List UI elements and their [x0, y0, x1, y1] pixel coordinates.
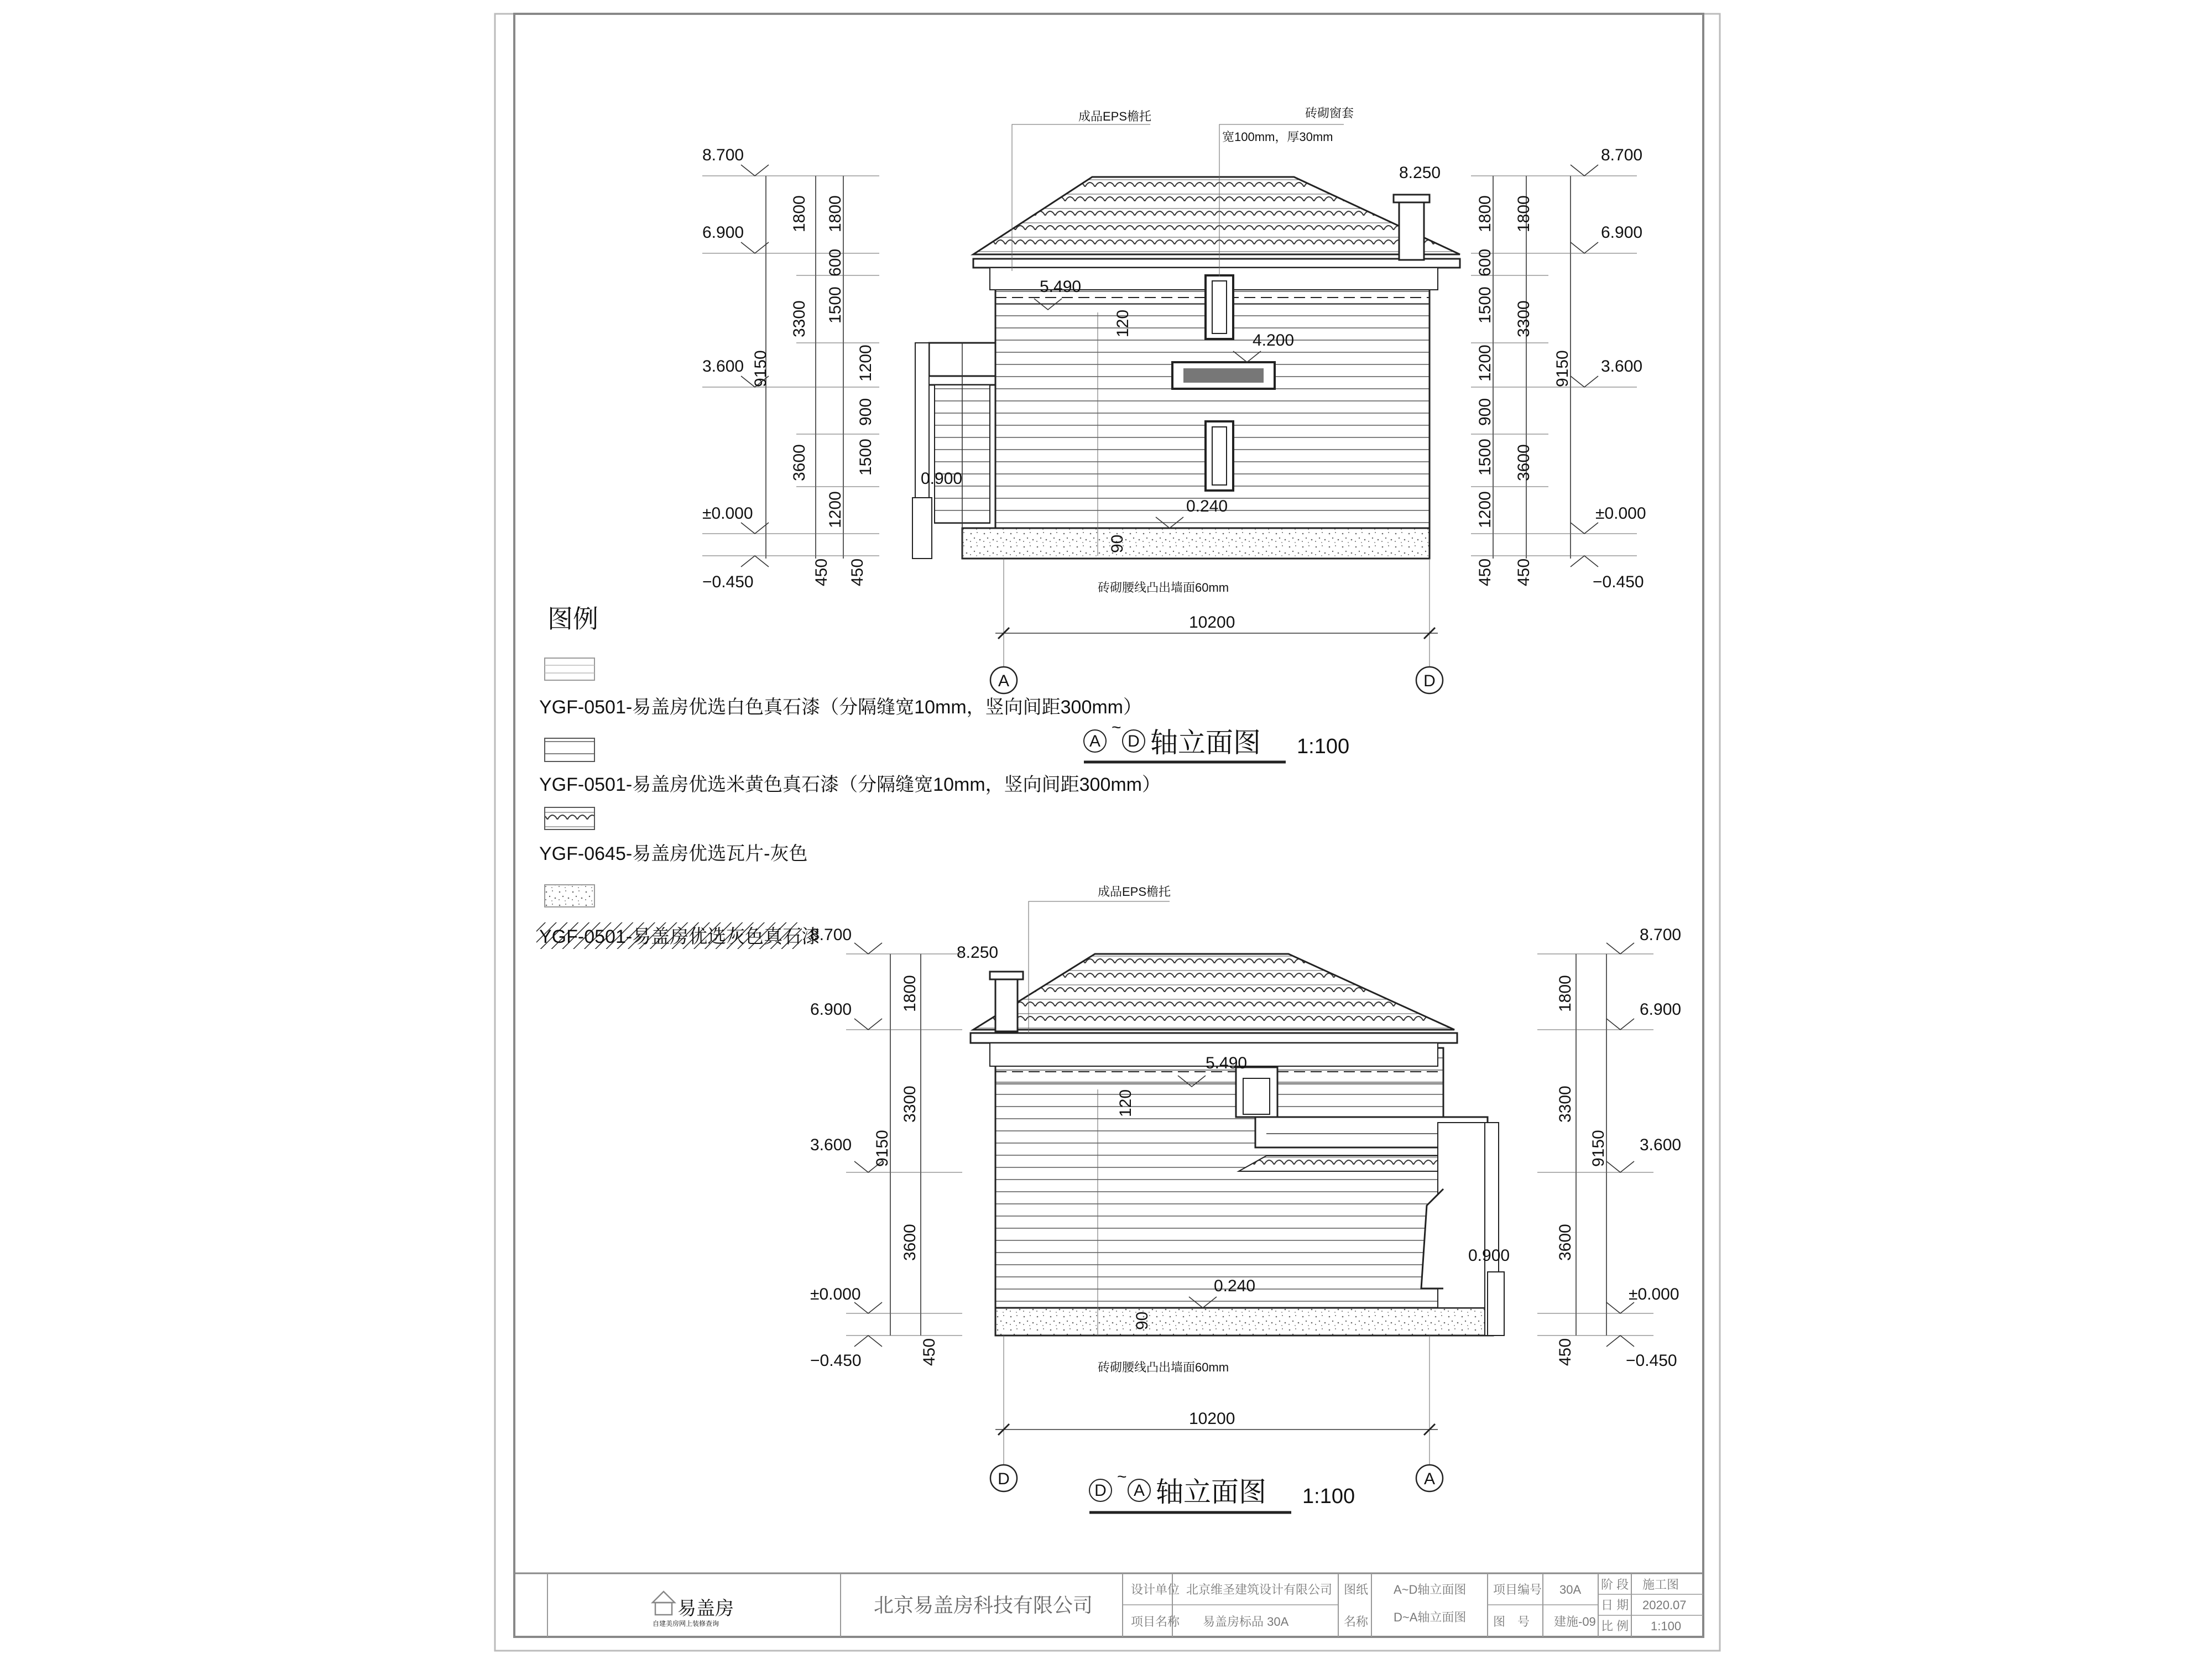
- level-left-b-3600: 3.600: [810, 1136, 852, 1154]
- dim-left-1800: 1800: [790, 195, 808, 232]
- levels-right: [1471, 146, 1646, 591]
- note-eps-bracket-b: 成品EPS檐托: [1098, 885, 1171, 899]
- dim-inner-1800: 1800: [826, 195, 844, 232]
- dim-right-9150: 9150: [1553, 350, 1572, 387]
- band-height-label: 120: [1114, 309, 1132, 337]
- project-name: 易盖房标品 30A: [1203, 1615, 1289, 1629]
- mark-window: 4.200: [1253, 331, 1295, 349]
- levels-right-b: [1537, 926, 1681, 1370]
- dim-right-b-3300: 3300: [1556, 1086, 1574, 1123]
- mark-base: 0.240: [1186, 497, 1228, 515]
- level-right-b-6900: 6.900: [1640, 1000, 1682, 1019]
- band-height-label-b: 120: [1117, 1089, 1135, 1117]
- title-axis-2: D: [1128, 732, 1140, 750]
- dim-left-b-3600: 3600: [901, 1224, 919, 1261]
- mark-cornice-b: 5.490: [1206, 1054, 1248, 1072]
- wall-body-b: [995, 1048, 1443, 1308]
- dim-right-3300: 3300: [1515, 300, 1533, 337]
- note-eps-bracket: 成品EPS檐托: [1078, 109, 1152, 123]
- design-unit: 北京维圣建筑设计有限公司: [1186, 1583, 1333, 1597]
- scale-d-a: 1:100: [1302, 1485, 1355, 1508]
- roof: [973, 177, 1460, 254]
- level-left-b-6900: 6.900: [810, 1000, 852, 1019]
- dim-left-9150: 9150: [752, 350, 770, 387]
- dim-inner-600: 600: [826, 248, 844, 276]
- overall-width-label-b: 10200: [1189, 1410, 1235, 1428]
- mark-chimney-b: 8.250: [957, 943, 999, 962]
- stage: 施工图: [1642, 1578, 1679, 1592]
- overall-width-label: 10200: [1189, 613, 1235, 632]
- dim-left-3600: 3600: [790, 444, 808, 481]
- dim-inner-1500: 1500: [826, 286, 844, 324]
- title-block: [514, 1573, 1703, 1637]
- sheet-label: 图 号: [1493, 1615, 1530, 1629]
- level-right-8700: 8.700: [1601, 146, 1643, 164]
- level-left-8700: 8.700: [702, 146, 744, 164]
- window-lower: [1206, 421, 1233, 491]
- project-no: 30A: [1559, 1583, 1582, 1597]
- dim-right-b-3600: 3600: [1556, 1224, 1574, 1261]
- dim-right-b-9150: 9150: [1589, 1130, 1608, 1167]
- title-a-d: [1084, 718, 1349, 762]
- dim-r-inner-1800: 1800: [1476, 195, 1494, 232]
- design-unit-label: 设计单位: [1131, 1583, 1180, 1597]
- dim-left-3300: 3300: [790, 300, 808, 337]
- roof-b: [973, 954, 1454, 1030]
- dim-right-1800: 1800: [1515, 195, 1533, 232]
- date: 2020.07: [1642, 1598, 1687, 1612]
- dim-r-inner-1200: 1200: [1476, 345, 1494, 382]
- level-left-3600: 3.600: [702, 357, 744, 375]
- svg-text:~: ~: [1112, 718, 1121, 737]
- dim-left-b-1800: 1800: [901, 975, 919, 1012]
- title-b-axis-2: A: [1133, 1481, 1145, 1500]
- dim-right-3600: 3600: [1515, 444, 1533, 481]
- level-right-b-3600: 3.600: [1640, 1136, 1682, 1154]
- elevation-d-a: [810, 885, 1681, 1512]
- dim-inner-1200: 1200: [857, 345, 875, 382]
- level-right-b-0: ±0.000: [1629, 1285, 1679, 1303]
- dim-r-inner-1500: 1500: [1476, 286, 1494, 324]
- dim-right-b-1800: 1800: [1556, 975, 1574, 1012]
- dim-left-450: 450: [812, 558, 831, 586]
- sheet-no: 建施-09: [1554, 1615, 1596, 1629]
- dim-r-inner-900: 900: [1476, 398, 1494, 426]
- drawing-label: 图纸: [1344, 1583, 1369, 1597]
- stage-label: 阶 段: [1601, 1578, 1629, 1592]
- window-upper: [1206, 275, 1233, 339]
- company-name: 北京易盖房科技有限公司: [874, 1594, 1093, 1616]
- axis-label-left-b: D: [998, 1470, 1010, 1488]
- drawing-name-1: A~D轴立面图: [1394, 1583, 1467, 1597]
- level-right-0: ±0.000: [1595, 504, 1646, 523]
- dim-inner-450: 450: [848, 558, 867, 586]
- title-axis-1: A: [1089, 732, 1101, 750]
- cornice-band: [973, 259, 1460, 268]
- level-right-b-m450: −0.450: [1626, 1352, 1677, 1370]
- level-left-m450: −0.450: [702, 573, 754, 591]
- level-left-6900: 6.900: [702, 223, 744, 242]
- scale-value: 1:100: [1651, 1619, 1682, 1633]
- level-right-b-8700: 8.700: [1640, 926, 1682, 944]
- note-window-trim: 砖砌窗套: [1305, 106, 1354, 120]
- name-label: 名称: [1344, 1615, 1369, 1629]
- logo-subtext: 自建美房网上装修查询: [653, 1620, 719, 1627]
- scale-a-d: 1:100: [1297, 735, 1350, 758]
- elevation-title-d-a: 轴立面图: [1156, 1477, 1266, 1507]
- mark-base-b: 0.240: [1214, 1277, 1256, 1295]
- level-right-6900: 6.900: [1601, 223, 1643, 242]
- sheet-inner-border: [514, 14, 1703, 1637]
- dim-r-inner-1500b: 1500: [1476, 439, 1494, 476]
- dim-r-inner-450: 450: [1476, 558, 1494, 586]
- mark-step: 0.900: [921, 469, 963, 488]
- note-plinth: 砖砌腰线凸出墙面60mm: [1098, 581, 1229, 594]
- level-left-b-8700: 8.700: [810, 926, 852, 944]
- dim-r-inner-600: 600: [1476, 248, 1494, 276]
- logo-text: 易盖房: [677, 1598, 734, 1619]
- mark-step-b: 0.900: [1468, 1246, 1510, 1265]
- chimney-b: [995, 976, 1018, 1031]
- legend-item-3: YGF-0645-易盖房优选瓦片-灰色: [539, 843, 808, 864]
- dim-left-b-450: 450: [920, 1338, 938, 1366]
- level-left-0: ±0.000: [702, 504, 753, 523]
- axis-label-right-b: A: [1423, 1470, 1436, 1488]
- svg-text:~: ~: [1117, 1468, 1127, 1486]
- company-logo: [653, 1592, 734, 1627]
- axis-label-right: D: [1423, 672, 1436, 690]
- plinth: [962, 528, 1430, 559]
- dim-left-b-9150: 9150: [873, 1130, 891, 1167]
- legend: [536, 604, 1161, 949]
- note-window-trim-size: 宽100mm，厚30mm: [1222, 130, 1333, 144]
- project-label: 项目名称: [1131, 1615, 1180, 1629]
- note-plinth-b: 砖砌腰线凸出墙面60mm: [1098, 1360, 1229, 1374]
- plinth-b: [995, 1308, 1493, 1335]
- plinth-height-label-b: 90: [1133, 1311, 1151, 1330]
- levels-left-b: [810, 926, 962, 1370]
- dim-inner-1500b: 1500: [857, 439, 875, 476]
- dim-inner-1200b: 1200: [826, 491, 844, 528]
- cornice-band-b: [971, 1033, 1457, 1043]
- scale-label: 比 例: [1601, 1619, 1629, 1633]
- legend-item-4: YGF-0501-易盖房优选灰色真石漆: [539, 926, 821, 947]
- dim-r-inner-1200b: 1200: [1476, 491, 1494, 528]
- level-left-b-m450: −0.450: [810, 1352, 862, 1370]
- chimney: [1399, 199, 1424, 260]
- level-right-m450: −0.450: [1593, 573, 1644, 591]
- title-b-axis-1: D: [1094, 1481, 1107, 1500]
- legend-item-1: YGF-0501-易盖房优选白色真石漆（分隔缝宽10mm，竖向间距300mm）: [539, 697, 1142, 718]
- date-label: 日 期: [1601, 1598, 1629, 1612]
- legend-item-2: YGF-0501-易盖房优选米黄色真石漆（分隔缝宽10mm，竖向间距300mm）: [539, 774, 1161, 795]
- levels-left: [702, 146, 879, 591]
- level-left-b-0: ±0.000: [810, 1285, 861, 1303]
- title-d-a: [1089, 1468, 1355, 1512]
- axis-label-left: A: [998, 672, 1010, 690]
- level-right-3600: 3.600: [1601, 357, 1643, 375]
- project-no-label: 项目编号: [1493, 1583, 1542, 1597]
- elevation-a-d: [702, 106, 1646, 762]
- drawing-name-2: D~A轴立面图: [1394, 1610, 1467, 1624]
- dim-left-b-3300: 3300: [901, 1086, 919, 1123]
- mark-cornice: 5.490: [1040, 278, 1082, 296]
- plinth-height-label: 90: [1108, 534, 1126, 553]
- dim-inner-900: 900: [857, 398, 875, 426]
- dim-right-b-450: 450: [1556, 1338, 1574, 1366]
- legend-heading: 图例: [547, 604, 598, 633]
- mark-chimney: 8.250: [1399, 164, 1441, 182]
- elevation-title-a-d: 轴立面图: [1150, 727, 1261, 758]
- dim-right-450: 450: [1515, 558, 1533, 586]
